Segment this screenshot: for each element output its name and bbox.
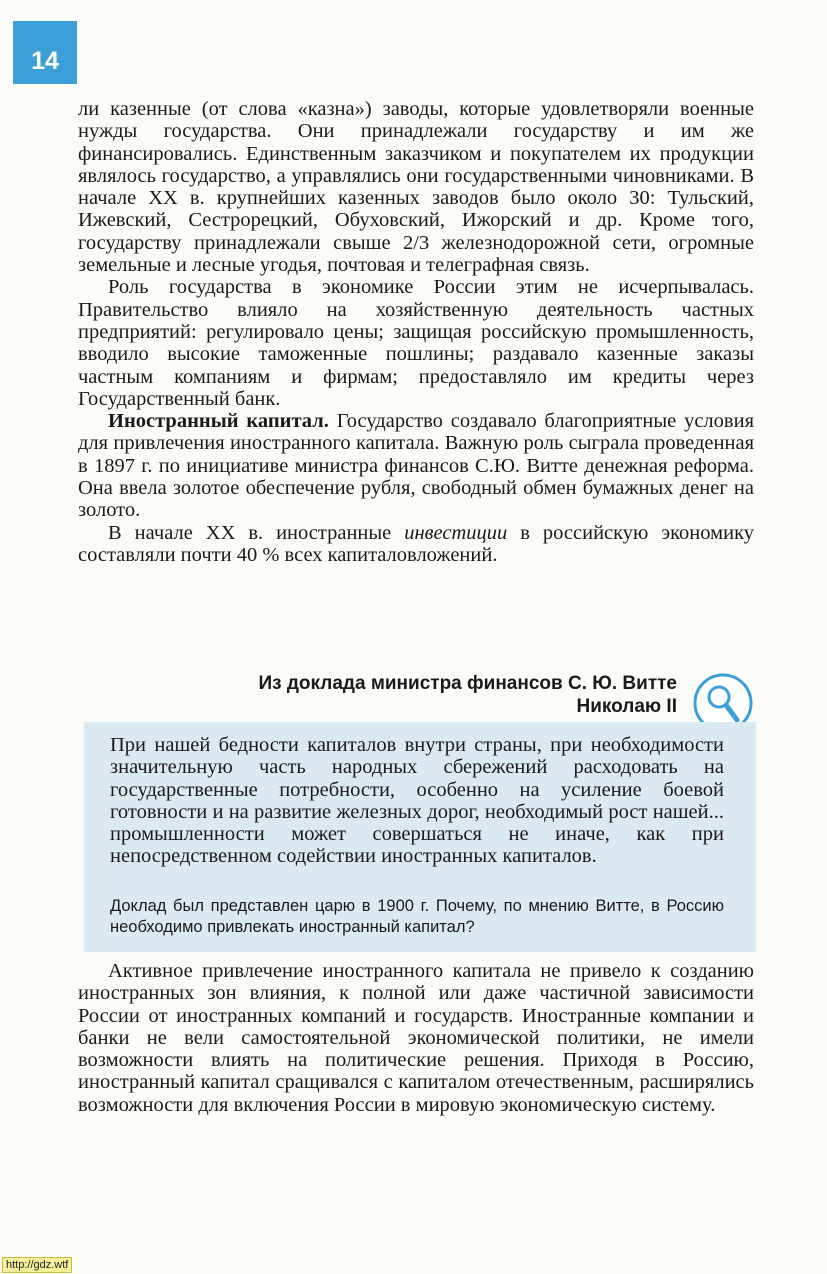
- paragraph-investments: [78, 522, 754, 567]
- paragraph-conclusion: Активное привлечение иностранного капитала не привело к созданию иностранных зон влияния, к полной или даже частичной зависимости России от иностранных компаний и государств. Иностранные компании и банки не вели самостоятельной экономической политики, не имели возможности влиять на политические решения. Приходя в Россию, иностранный капитал сращивался с капиталом отечественным, расширялись возможности для включения России в мировую экономическую систему.: [78, 960, 754, 1116]
- investments-text-after: в российскую экономику составляли почти 40 % всех капиталовложений.: [78, 521, 754, 566]
- section-heading: Иностранный капитал.: [108, 410, 329, 433]
- watermark-link[interactable]: http://gdz.wtf: [2, 1257, 72, 1273]
- source-title: [258, 672, 677, 718]
- source-question: Доклад был представлен царю в 1900 г. Почему, по мнению Витте, в Россию необходимо привлекать иностранный капитал?: [110, 897, 724, 936]
- main-text-bottom: [78, 960, 754, 1116]
- foreign-capital-text: Государство создавало благоприятные условия для привлечения иностранного капитала. Важную роль сыграла проведенная в 1897 г. по инициативе министра финансов С.Ю. Витте денежная реформа. Она ввела золотое обеспечение рубля, свободный обмен бумажных денег на золото.: [78, 410, 754, 522]
- source-quote: При нашей бедности капиталов внутри страны, при необходимости значительную часть народных сбережений расходовать на государственные потребности, особенно на усиление боевой готовности и на развитие железных дорог, необходимый рост нашей... промышленности может совершаться не иначе, как при непосредственном содействии иностранных капиталов.: [110, 734, 724, 868]
- paragraph-foreign-capital: [78, 410, 754, 521]
- term-investments: инвестиции: [404, 521, 508, 544]
- investments-text-before: В начале XX в. иностранные: [108, 521, 405, 544]
- paragraph-state-role: Роль государства в экономике России этим не исчерпывалась. Правительство влияло на хозяйственную деятельность частных предприятий: регулировало цены; защищая российскую промышленность, вводило высокие таможенные пошлины; раздавало казенные заказы частным компаниям и фирмам; предоставляло им кредиты через Государственный банк.: [78, 276, 754, 410]
- paragraph-state-factories: ли казенные (от слова «казна») заводы, которые удовлетворяли военные нужды государства. Они принадлежали государству и им же финансировались. Единственным заказчиком и покупателем их продукции являлось государство, а управлялись они государственными чиновниками. В начале XX в. крупнейших казенных заводов было около 30: Тульский, Ижевский, Сестрорецкий, Обуховский, Ижорский и др. Кроме того, государству принадлежали свыше 2/3 железнодорожной сети, огромные земельные и лесные угодья, почтовая и телеграфная связь.: [78, 98, 754, 277]
- main-text-top: [78, 98, 754, 566]
- page-number: 14: [13, 21, 77, 84]
- source-title-line1: Из доклада министра финансов С. Ю. Витте: [258, 673, 677, 694]
- source-title-line2: Николаю II: [576, 696, 677, 717]
